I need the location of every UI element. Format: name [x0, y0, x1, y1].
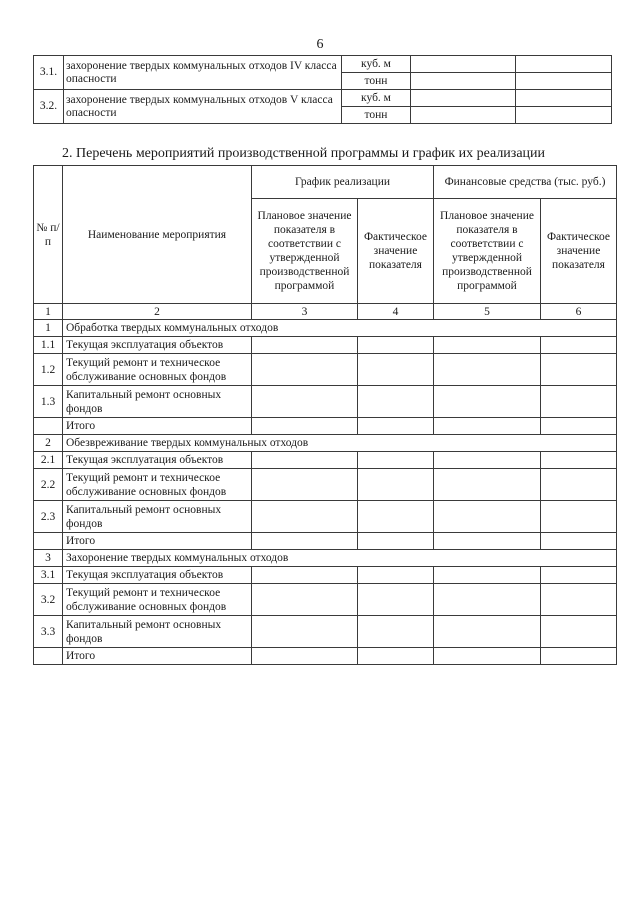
row-number: 1.1: [34, 337, 63, 354]
row-number: 3.1.: [34, 56, 64, 90]
value-cell: [358, 354, 434, 386]
value-cell: [252, 418, 358, 435]
row-name: захоронение твердых коммунальных отходов IV класса опасности: [64, 56, 342, 90]
value-cell: [541, 616, 617, 648]
table-row: [34, 452, 617, 469]
value-cell: [541, 567, 617, 584]
value-cell: [434, 469, 541, 501]
row-number: 3.2.: [34, 90, 64, 124]
value-cell: [434, 567, 541, 584]
value-cell: [358, 648, 434, 665]
value-cell: [358, 501, 434, 533]
column-header-num: № п/п: [34, 166, 63, 304]
value-cell: [541, 501, 617, 533]
row-number: 2.3: [34, 501, 63, 533]
value-cell: [434, 648, 541, 665]
section-title: 2. Перечень мероприятий производственной программы и график их реализации: [62, 146, 546, 161]
total-row: [34, 648, 617, 665]
value-cell: [358, 567, 434, 584]
unit-cell: куб. м: [342, 90, 411, 107]
unit-cell: тонн: [342, 73, 411, 90]
table-row: [34, 567, 617, 584]
section-row: [34, 435, 617, 452]
value-cell: [252, 337, 358, 354]
value-cell: [434, 501, 541, 533]
value-cell: [252, 452, 358, 469]
unit-cell: куб. м: [342, 56, 411, 73]
value-cell: [252, 584, 358, 616]
row-number: 2.1: [34, 452, 63, 469]
table-row: [34, 584, 617, 616]
row-number: 2: [34, 435, 63, 452]
value-cell: [252, 616, 358, 648]
column-number: 2: [63, 304, 252, 320]
unit-cell: тонн: [342, 107, 411, 124]
column-number: 3: [252, 304, 358, 320]
table-row: [34, 501, 617, 533]
section-row: [34, 550, 617, 567]
value-cell: [541, 452, 617, 469]
row-number: 1.2: [34, 354, 63, 386]
value-cell: [252, 386, 358, 418]
total-row: [34, 533, 617, 550]
value-cell: [434, 533, 541, 550]
value-cell: [434, 616, 541, 648]
row-number: [34, 533, 63, 550]
value-cell: [434, 452, 541, 469]
value-cell: [434, 354, 541, 386]
row-name: Капитальный ремонт основных фондов: [63, 501, 252, 533]
row-name: Текущая эксплуатация объектов: [63, 452, 252, 469]
value-cell: [252, 533, 358, 550]
page-number: 6: [316, 37, 324, 52]
column-number: 4: [358, 304, 434, 320]
value-cell: [358, 386, 434, 418]
value-cell: [541, 469, 617, 501]
activities-schedule-table: [33, 165, 617, 665]
value-cell: [411, 107, 516, 124]
header-row: [34, 166, 617, 199]
value-cell: [541, 386, 617, 418]
row-number: 3.2: [34, 584, 63, 616]
value-cell: [434, 418, 541, 435]
row-number: 3.3: [34, 616, 63, 648]
value-cell: [434, 584, 541, 616]
row-name: Текущая эксплуатация объектов: [63, 337, 252, 354]
value-cell: [252, 469, 358, 501]
section-name: Обработка твердых коммунальных отходов: [63, 320, 617, 337]
value-cell: [358, 452, 434, 469]
row-name: Текущая эксплуатация объектов: [63, 567, 252, 584]
value-cell: [358, 584, 434, 616]
value-cell: [358, 533, 434, 550]
table-row: [34, 56, 612, 73]
row-name: Текущий ремонт и техническое обслуживание основных фондов: [63, 469, 252, 501]
row-number: 3.1: [34, 567, 63, 584]
section-row: [34, 320, 617, 337]
value-cell: [541, 337, 617, 354]
value-cell: [434, 386, 541, 418]
value-cell: [411, 56, 516, 73]
row-number: [34, 648, 63, 665]
value-cell: [358, 616, 434, 648]
row-number: 2.2: [34, 469, 63, 501]
table-row: [34, 90, 612, 107]
value-cell: [411, 90, 516, 107]
row-name: Итого: [63, 418, 252, 435]
column-header-finance: Финансовые средства (тыс. руб.): [434, 166, 617, 199]
value-cell: [541, 584, 617, 616]
column-header-planned: Плановое значение показателя в соответствии с утвержденной производственной программой: [252, 199, 358, 304]
column-number: 5: [434, 304, 541, 320]
column-header-actual: Фактическое значение показателя: [541, 199, 617, 304]
column-header-actual: Фактическое значение показателя: [358, 199, 434, 304]
value-cell: [434, 337, 541, 354]
value-cell: [411, 73, 516, 90]
value-cell: [358, 337, 434, 354]
row-number: 1.3: [34, 386, 63, 418]
column-number: 6: [541, 304, 617, 320]
value-cell: [252, 501, 358, 533]
row-number: [34, 418, 63, 435]
value-cell: [516, 73, 612, 90]
row-number: 1: [34, 320, 63, 337]
value-cell: [541, 418, 617, 435]
table-row: [34, 386, 617, 418]
value-cell: [516, 90, 612, 107]
value-cell: [541, 533, 617, 550]
table-row: [34, 616, 617, 648]
landfill-volume-table: [33, 55, 612, 124]
column-number: 1: [34, 304, 63, 320]
column-number-row: [34, 304, 617, 320]
row-name: Текущий ремонт и техническое обслуживание основных фондов: [63, 584, 252, 616]
value-cell: [358, 469, 434, 501]
row-number: 3: [34, 550, 63, 567]
value-cell: [541, 648, 617, 665]
row-name: Капитальный ремонт основных фондов: [63, 386, 252, 418]
value-cell: [252, 354, 358, 386]
value-cell: [358, 418, 434, 435]
table-row: [34, 354, 617, 386]
table-row: [34, 469, 617, 501]
row-name: Итого: [63, 648, 252, 665]
value-cell: [541, 354, 617, 386]
row-name: Итого: [63, 533, 252, 550]
value-cell: [252, 567, 358, 584]
row-name: Текущий ремонт и техническое обслуживание основных фондов: [63, 354, 252, 386]
value-cell: [516, 56, 612, 73]
value-cell: [252, 648, 358, 665]
column-header-planned: Плановое значение показателя в соответствии с утвержденной производственной программой: [434, 199, 541, 304]
section-name: Захоронение твердых коммунальных отходов: [63, 550, 617, 567]
section-name: Обезвреживание твердых коммунальных отходов: [63, 435, 617, 452]
total-row: [34, 418, 617, 435]
value-cell: [516, 107, 612, 124]
table-row: [34, 337, 617, 354]
row-name: захоронение твердых коммунальных отходов V класса опасности: [64, 90, 342, 124]
column-header-name: Наименование мероприятия: [63, 166, 252, 304]
row-name: Капитальный ремонт основных фондов: [63, 616, 252, 648]
column-header-schedule: График реализации: [252, 166, 434, 199]
